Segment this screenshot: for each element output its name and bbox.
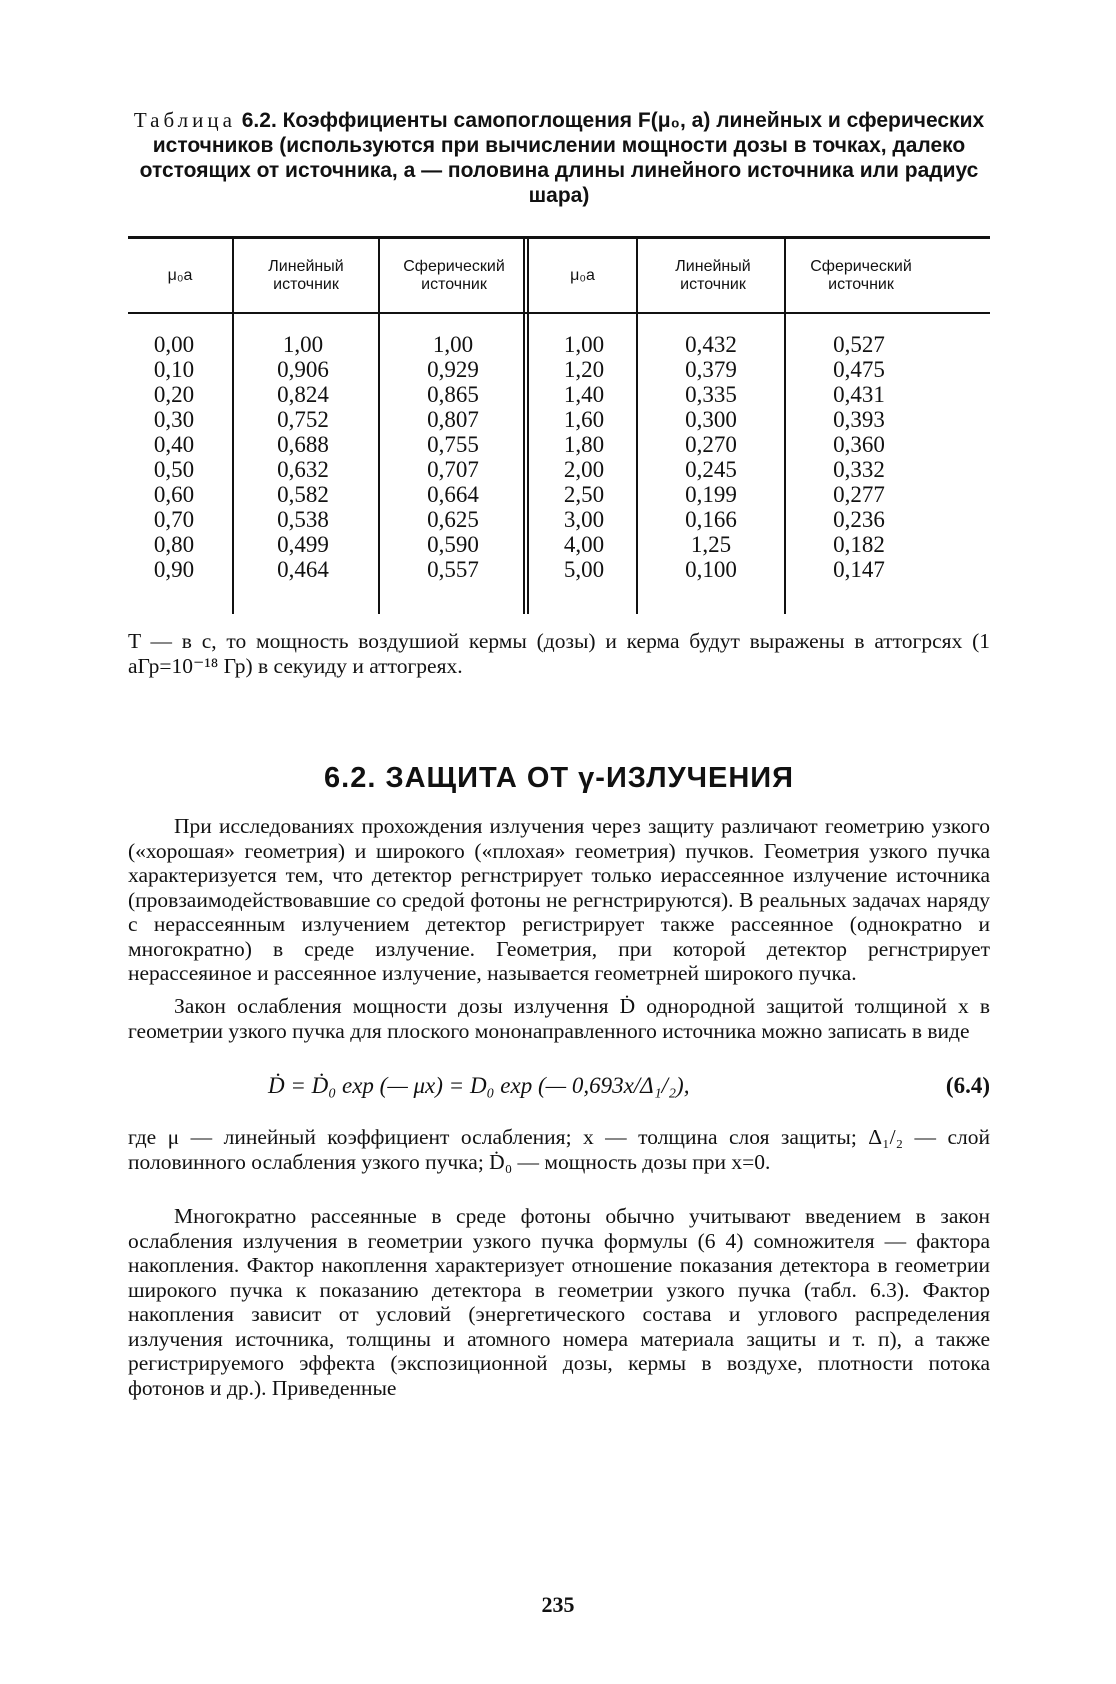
column-spherical-2 xyxy=(824,332,894,582)
table-caption-label: Таблица xyxy=(133,108,236,132)
column-mu-a xyxy=(144,332,204,582)
header-spherical-source: Сферический источник xyxy=(403,258,505,293)
table-cell: 0,393 xyxy=(833,407,885,432)
header-linear-source: Линейный источник xyxy=(268,258,344,293)
table-cell: 0,865 xyxy=(427,382,479,407)
table-cell: 2,50 xyxy=(563,482,605,507)
header-mu-a: μ₀a xyxy=(167,267,193,284)
table-cell: 0,632 xyxy=(277,457,329,482)
table-cell: 0,464 xyxy=(277,557,329,582)
column-divider xyxy=(232,236,234,614)
table-cell: 1,25 xyxy=(690,532,732,557)
table-cell: 0,90 xyxy=(153,557,195,582)
table-cell: 0,824 xyxy=(277,382,329,407)
table-cell: 0,30 xyxy=(153,407,195,432)
page-number: 235 xyxy=(541,1592,575,1617)
header-mu-a-2: μ₀a xyxy=(570,267,595,284)
table-cell: 0,475 xyxy=(833,357,885,382)
table-cell: 1,20 xyxy=(563,357,605,382)
column-mu-a-2 xyxy=(554,332,614,582)
table-cell: 1,00 xyxy=(282,332,324,357)
column-linear xyxy=(268,332,338,582)
table-cell: 5,00 xyxy=(563,557,605,582)
table-cell: 0,245 xyxy=(685,457,737,482)
table-caption xyxy=(128,108,990,208)
column-divider xyxy=(378,236,380,614)
table-cell: 2,00 xyxy=(563,457,605,482)
table-cell: 0,527 xyxy=(833,332,885,357)
table-cell: 1,60 xyxy=(563,407,605,432)
header-spherical-source-2: Сферический источник xyxy=(810,258,912,293)
table-cell: 0,147 xyxy=(833,557,885,582)
table-cell: 1,00 xyxy=(563,332,605,357)
table-cell: 0,707 xyxy=(427,457,479,482)
table-cell: 0,557 xyxy=(427,557,479,582)
formula-number: (6.4) xyxy=(945,1073,990,1098)
table-top-rule xyxy=(128,236,990,239)
intro-paragraph: T — в с, то мощность воздушиой кермы (дозы) и керма будут выражены в аттогрсях (1 аГр=10⁻¹⁸ Гр) в секуиду и аттогреях. xyxy=(128,629,990,678)
table-cell: 0,590 xyxy=(427,532,479,557)
table-cell: 0,80 xyxy=(153,532,195,557)
table-cell: 0,20 xyxy=(153,382,195,407)
table-cell: 0,807 xyxy=(427,407,479,432)
table-cell: 0,100 xyxy=(685,557,737,582)
column-linear-2 xyxy=(676,332,746,582)
table-caption-text: 6.2. Коэффициенты самопоглощения F(μ₀, a) линейных и сферических источников (используются при вычислении мощности дозы в точках, далеко отстоящих от источника, a — половина длины линейного источника или радиус шара) xyxy=(139,109,985,207)
table-cell: 0,10 xyxy=(153,357,195,382)
table-cell: 0,582 xyxy=(277,482,329,507)
formula-6-4 xyxy=(128,1073,990,1103)
formula-expression: Ḋ = Ḋ₀ exp (— μx) = D₀ exp (— 0,693x/Δ₁/₂), xyxy=(268,1073,690,1098)
header-linear-source-2: Линейный источник xyxy=(675,258,751,293)
table-cell: 0,00 xyxy=(153,332,195,357)
table-cell: 0,236 xyxy=(833,507,885,532)
paragraph-attenuation-law: Закон ослабления мощности дозы излучення Ḋ однородной защитой толщиной x в геометрии узкого пучка для плоского мононаправленного источника можно записать в виде xyxy=(128,994,990,1043)
table-cell: 4,00 xyxy=(563,532,605,557)
table-cell: 0,332 xyxy=(833,457,885,482)
paragraph-geometry: При исследованиях прохождения излучения через защиту различают геометрию узкого («хорошая» геометрия) и широкого («плохая» геометрия) пучков. Геометрия узкого пучка характеризуется тем, что детектор регнстрирует только иерассеянное излучение источника (провзаимодействовавшие со средой фотоны не регнстрируются). В реальных задачах наряду с нерассеянным излучением детектор регистрирует также рассеянное (однократно и многократно) в среде излучение. Геометрия, при которой детектор регнстрирует нерассеяиное и рассеянное излучение, называется геометрней широкого пучка. xyxy=(128,814,990,985)
table-cell: 3,00 xyxy=(563,507,605,532)
table-cell: 0,499 xyxy=(277,532,329,557)
table-cell: 0,335 xyxy=(685,382,737,407)
table-cell: 0,752 xyxy=(277,407,329,432)
table-cell: 1,40 xyxy=(563,382,605,407)
table-cell: 0,360 xyxy=(833,432,885,457)
column-spherical xyxy=(418,332,488,582)
paragraph-definitions: где μ — линейный коэффициент ослабления; x — толщина слоя защиты; Δ₁/₂ — слой половинного ослабления узкого пучка; Ḋ₀ — мощность дозы при x=0. xyxy=(128,1125,990,1174)
table-cell: 0,625 xyxy=(427,507,479,532)
table-cell: 0,664 xyxy=(427,482,479,507)
table-cell: 0,50 xyxy=(153,457,195,482)
table-cell: 0,40 xyxy=(153,432,195,457)
table-cell: 0,379 xyxy=(685,357,737,382)
table-cell: 1,80 xyxy=(563,432,605,457)
table-cell: 0,182 xyxy=(833,532,885,557)
table-cell: 0,688 xyxy=(277,432,329,457)
table-cell: 0,199 xyxy=(685,482,737,507)
table-cell: 1,00 xyxy=(432,332,474,357)
table-cell: 0,60 xyxy=(153,482,195,507)
table-cell: 0,70 xyxy=(153,507,195,532)
table-cell: 0,538 xyxy=(277,507,329,532)
table-cell: 0,270 xyxy=(685,432,737,457)
table-cell: 0,906 xyxy=(277,357,329,382)
table-cell: 0,755 xyxy=(427,432,479,457)
table-cell: 0,166 xyxy=(685,507,737,532)
table-header-rule xyxy=(128,312,990,314)
table-cell: 0,431 xyxy=(833,382,885,407)
column-divider xyxy=(636,236,638,614)
table-cell: 0,929 xyxy=(427,357,479,382)
paragraph-buildup-factor: Многократно рассеянные в среде фотоны обычно учитывают введением в закон ослабления излучения в геометрии узкого пучка формулы (6 4) сомножителя — фактора накопления. Фактор накоплення характеризует отношение показания детектора в геометрии широкого пучка к показанию детектора в геометрии узкого пучка (табл. 6.3). Фактор накопления зависит от условий (энергетического состава и углового распределения излучения источника, толщины и атомного номера материала защиты и т. п), а также регистрируемого эффекта (экспозиционной дозы, кермы в воздухе, плотности потока фотонов и др.). Приведенные xyxy=(128,1204,990,1400)
section-heading: 6.2. ЗАЩИТА ОТ γ-ИЗЛУЧЕНИЯ xyxy=(324,762,794,794)
table-cell: 0,277 xyxy=(833,482,885,507)
column-divider xyxy=(784,236,786,614)
coefficients-table xyxy=(128,236,990,614)
table-cell: 0,300 xyxy=(685,407,737,432)
table-cell: 0,432 xyxy=(685,332,737,357)
